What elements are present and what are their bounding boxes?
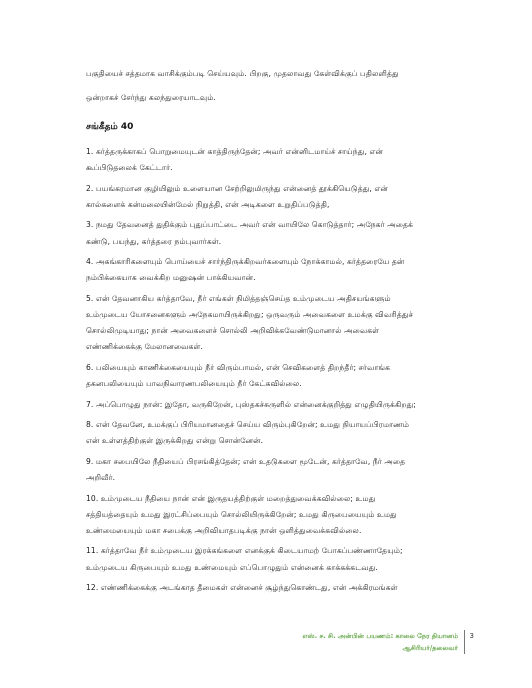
verse-7: [86, 397, 466, 413]
verse-line: 7. அப்பொழுது நான்: இதோ, வருகிறேன், புஸ்தகச்சுருளில் என்னைக்குறித்து எழுதியிருக்கிறது;: [86, 399, 416, 409]
verse-line: 6. பலியையும் காணிக்கையையும் நீர் விரும்பாமல், என் செவிகளைத் திறந்தீர்; சர்வாங்க: [86, 362, 391, 372]
verse-line: கால்களைக் கன்மலையின்மேல் நிறுத்தி, என் அடிகளை உறுதிப்படுத்தி,: [86, 199, 330, 209]
verse-12: [86, 580, 466, 596]
verse-line: சத்தியத்தையும் உமது இரட்சிப்பையும் சொல்லியிருக்கிறேன்; உமது கிருபையையும் உமது: [86, 509, 397, 519]
verse-line: 2. பயங்கரமான குழியிலும் உளையான சேற்றிலுமிருந்து என்னைத் தூக்கியெடுத்து, என்: [86, 183, 388, 193]
verse-line: சொல்லிமுடியாது; நான் அவைகளைச் சொல்லி அறிவிக்கவேண்டுமானால் அவைகள்: [86, 326, 380, 336]
verse-line: என் உள்ளத்திற்குள் இருக்கிறது என்று சொன்னேன்.: [86, 436, 264, 446]
verse-line: அறிவீர்.: [86, 473, 116, 483]
verse-line: கண்டு, பயந்து, கர்த்தரை நம்புவார்கள்.: [86, 236, 222, 246]
intro-line-1: பகுதியைச் சத்தமாக வாசிக்கும்படி செய்யவும். பிறகு, முதலாவது கேள்விக்குப் பதிலளித்து: [86, 69, 399, 78]
verse-5: [86, 291, 466, 356]
verse-10: [86, 491, 466, 540]
verse-4: [86, 254, 466, 286]
verse-line: எண்ணிக்கைக்கு மேலானவைகள்.: [86, 342, 203, 352]
verse-line: 10. உம்முடைய நீதியை நான் என் இருதயத்திற்குள் மறைத்துவைக்கவில்லை; உமது: [86, 493, 376, 503]
verse-list: [86, 144, 466, 601]
verse-line: 11. கர்த்தாவே நீர் உம்முடைய இரக்கங்களை எனக்குக் கிடையாமற் போகப்பண்ணாதேயும்;: [86, 546, 403, 556]
page-number: 3: [464, 630, 474, 654]
verse-line: 1. கர்த்தருக்காகப் பொறுமையுடன் காத்திருந்தேன்; அவர் என்னிடமாய்ச் சாய்ந்து, என்: [86, 147, 383, 156]
verse-8: [86, 417, 466, 449]
verse-11: [86, 543, 466, 575]
footer-subtitle: ஆசிரியர்/தலைவர்: [402, 644, 458, 652]
verse-line: 4. அகங்காரிகளையும் பொய்யைச் சார்ந்திருக்கிறவர்களையும் நோக்காமல், கர்த்தரையே தன்: [86, 257, 405, 267]
verse-line: 5. என் தேவனாகிய கர்த்தாவே, நீர் எங்கள் நிமித்தஞ்செய்த உம்முடைய அதிசயங்களும்: [86, 293, 391, 303]
verse-line: 3. நமது தேவனைத் துதிக்கும் புதுப்பாட்டை அவர் என் வாயிலே கொடுத்தார்; அநேகர் அதைக்: [86, 220, 413, 230]
verse-9: [86, 454, 466, 486]
chapter-heading: சங்கீதம் 40: [86, 122, 134, 132]
verse-line: நம்பிக்கையாக வைக்கிற மனுஷன் பாக்கியவான்.: [86, 273, 256, 283]
verse-line: உம்முடைய கிருபையும் உமது உண்மையும் எப்பொழுதும் என்னைக் காக்கக்கடவது.: [86, 562, 378, 572]
verse-1: [86, 144, 466, 176]
verse-3: [86, 217, 466, 249]
verse-6: [86, 360, 466, 392]
verse-line: தகனபலியையும் பாவநிவாரணபலியையும் நீர் கேட்கவில்லை.: [86, 379, 302, 389]
intro-line-2: ஒன்றாகச் சேர்ந்து கலந்துரையாடவும்.: [86, 93, 216, 102]
page-footer: [302, 630, 474, 654]
verse-line: உண்மையையும் மகா சபைக்கு அறிவியாதபடிக்கு நான் ஒளித்துவைக்கவில்லை.: [86, 525, 362, 535]
verse-line: 9. மகா சபையிலே நீதியைப் பிரசங்கித்தேன்; என் உதடுகளை மூடேன், கர்த்தாவே, நீர் அதை: [86, 456, 406, 466]
verse-line: 8. என் தேவனே, உமக்குப் பிரியமானதைச் செய்ய விரும்புகிறேன்; உமது நியாயப்பிரமாணம்: [86, 420, 410, 430]
verse-line: கூப்பிடுதலைக் கேட்டார்.: [86, 163, 173, 173]
verse-line: உம்முடைய யோசனைகளும் அநேகமாயிருக்கிறது; ஒருவரும் அவைகளை உமக்கு விவரித்துச்: [86, 310, 413, 320]
verse-line: 12. எண்ணிக்கைக்கு அடங்காத தீமைகள் என்னைச் சூழ்ந்துகொண்டது, என் அக்கிரமங்கள்: [86, 583, 398, 593]
footer-title: எஸ். ச. சி. அன்பின் பயணம்: காலை நேர தியானம்: [302, 632, 458, 640]
verse-2: [86, 181, 466, 213]
intro-paragraph: [86, 62, 466, 110]
